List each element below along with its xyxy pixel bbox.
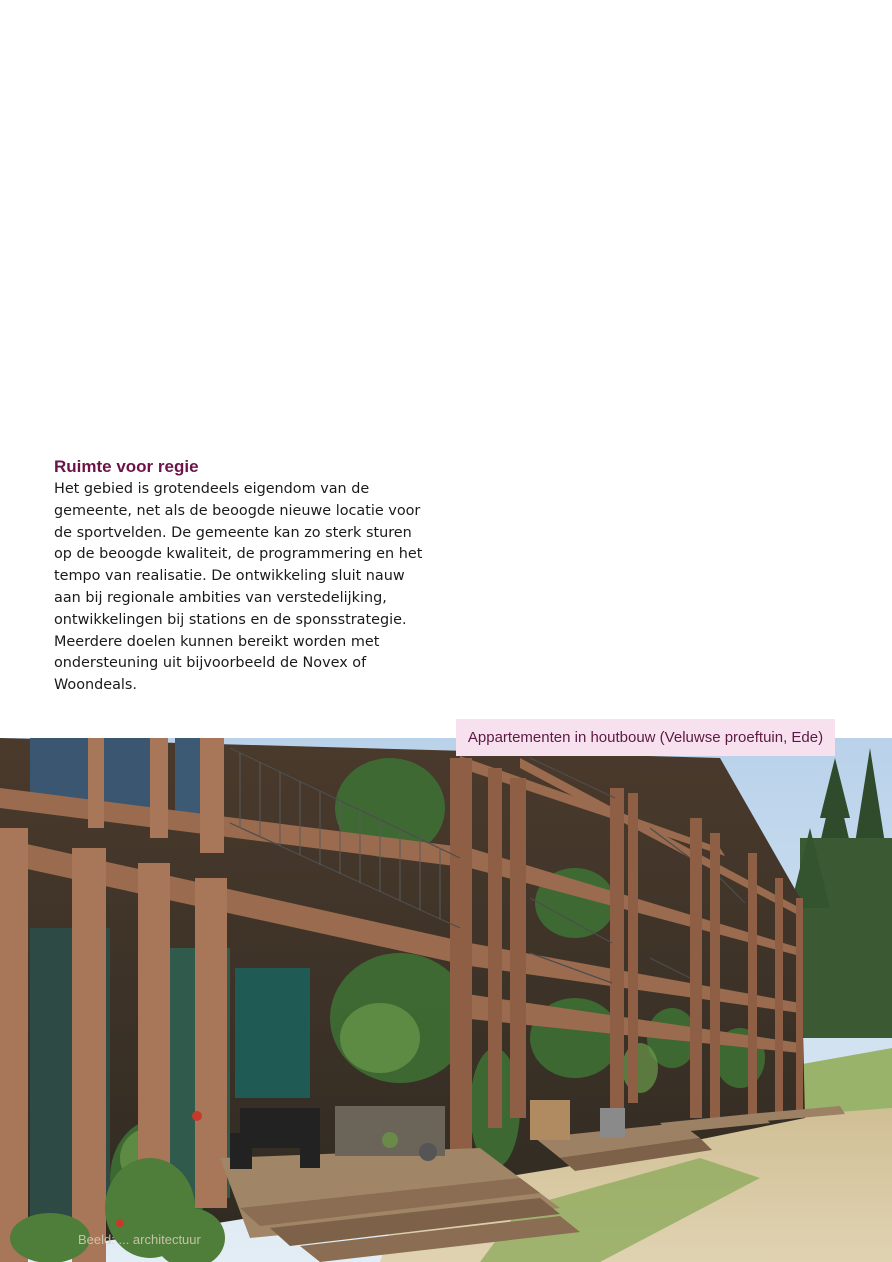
body-line: tempo van realisatie. De ontwikkeling sluit nauw [54,568,405,585]
photo-credit: Beeld: ... architectuur [78,1232,201,1247]
body-line: de sportvelden. De gemeente kan zo sterk sturen [54,524,412,541]
body-line: aan bij regionale ambities van verstedelijking, [54,589,387,606]
body-line: ondersteuning uit bijvoorbeeld de Novex of [54,655,367,672]
body-line: op de beoogde kwaliteit, de programmering en het [54,546,423,563]
article-text-block [54,455,444,697]
body-line: Woondeals. [54,677,137,694]
section-body [54,479,444,697]
body-line: Meerdere doelen kunnen bereikt worden met [54,633,380,650]
photo-caption: Appartementen in houtbouw (Veluwse proeftuin, Ede) [456,719,835,756]
body-line: Het gebied is grotendeels eigendom van de [54,481,370,497]
body-line: gemeente, net als de beoogde nieuwe locatie voor [54,502,421,519]
section-heading: Ruimte voor regie [54,457,199,476]
body-line: ontwikkelingen bij stations en de sponsstrategie. [54,611,407,628]
building-photo [0,738,892,1262]
